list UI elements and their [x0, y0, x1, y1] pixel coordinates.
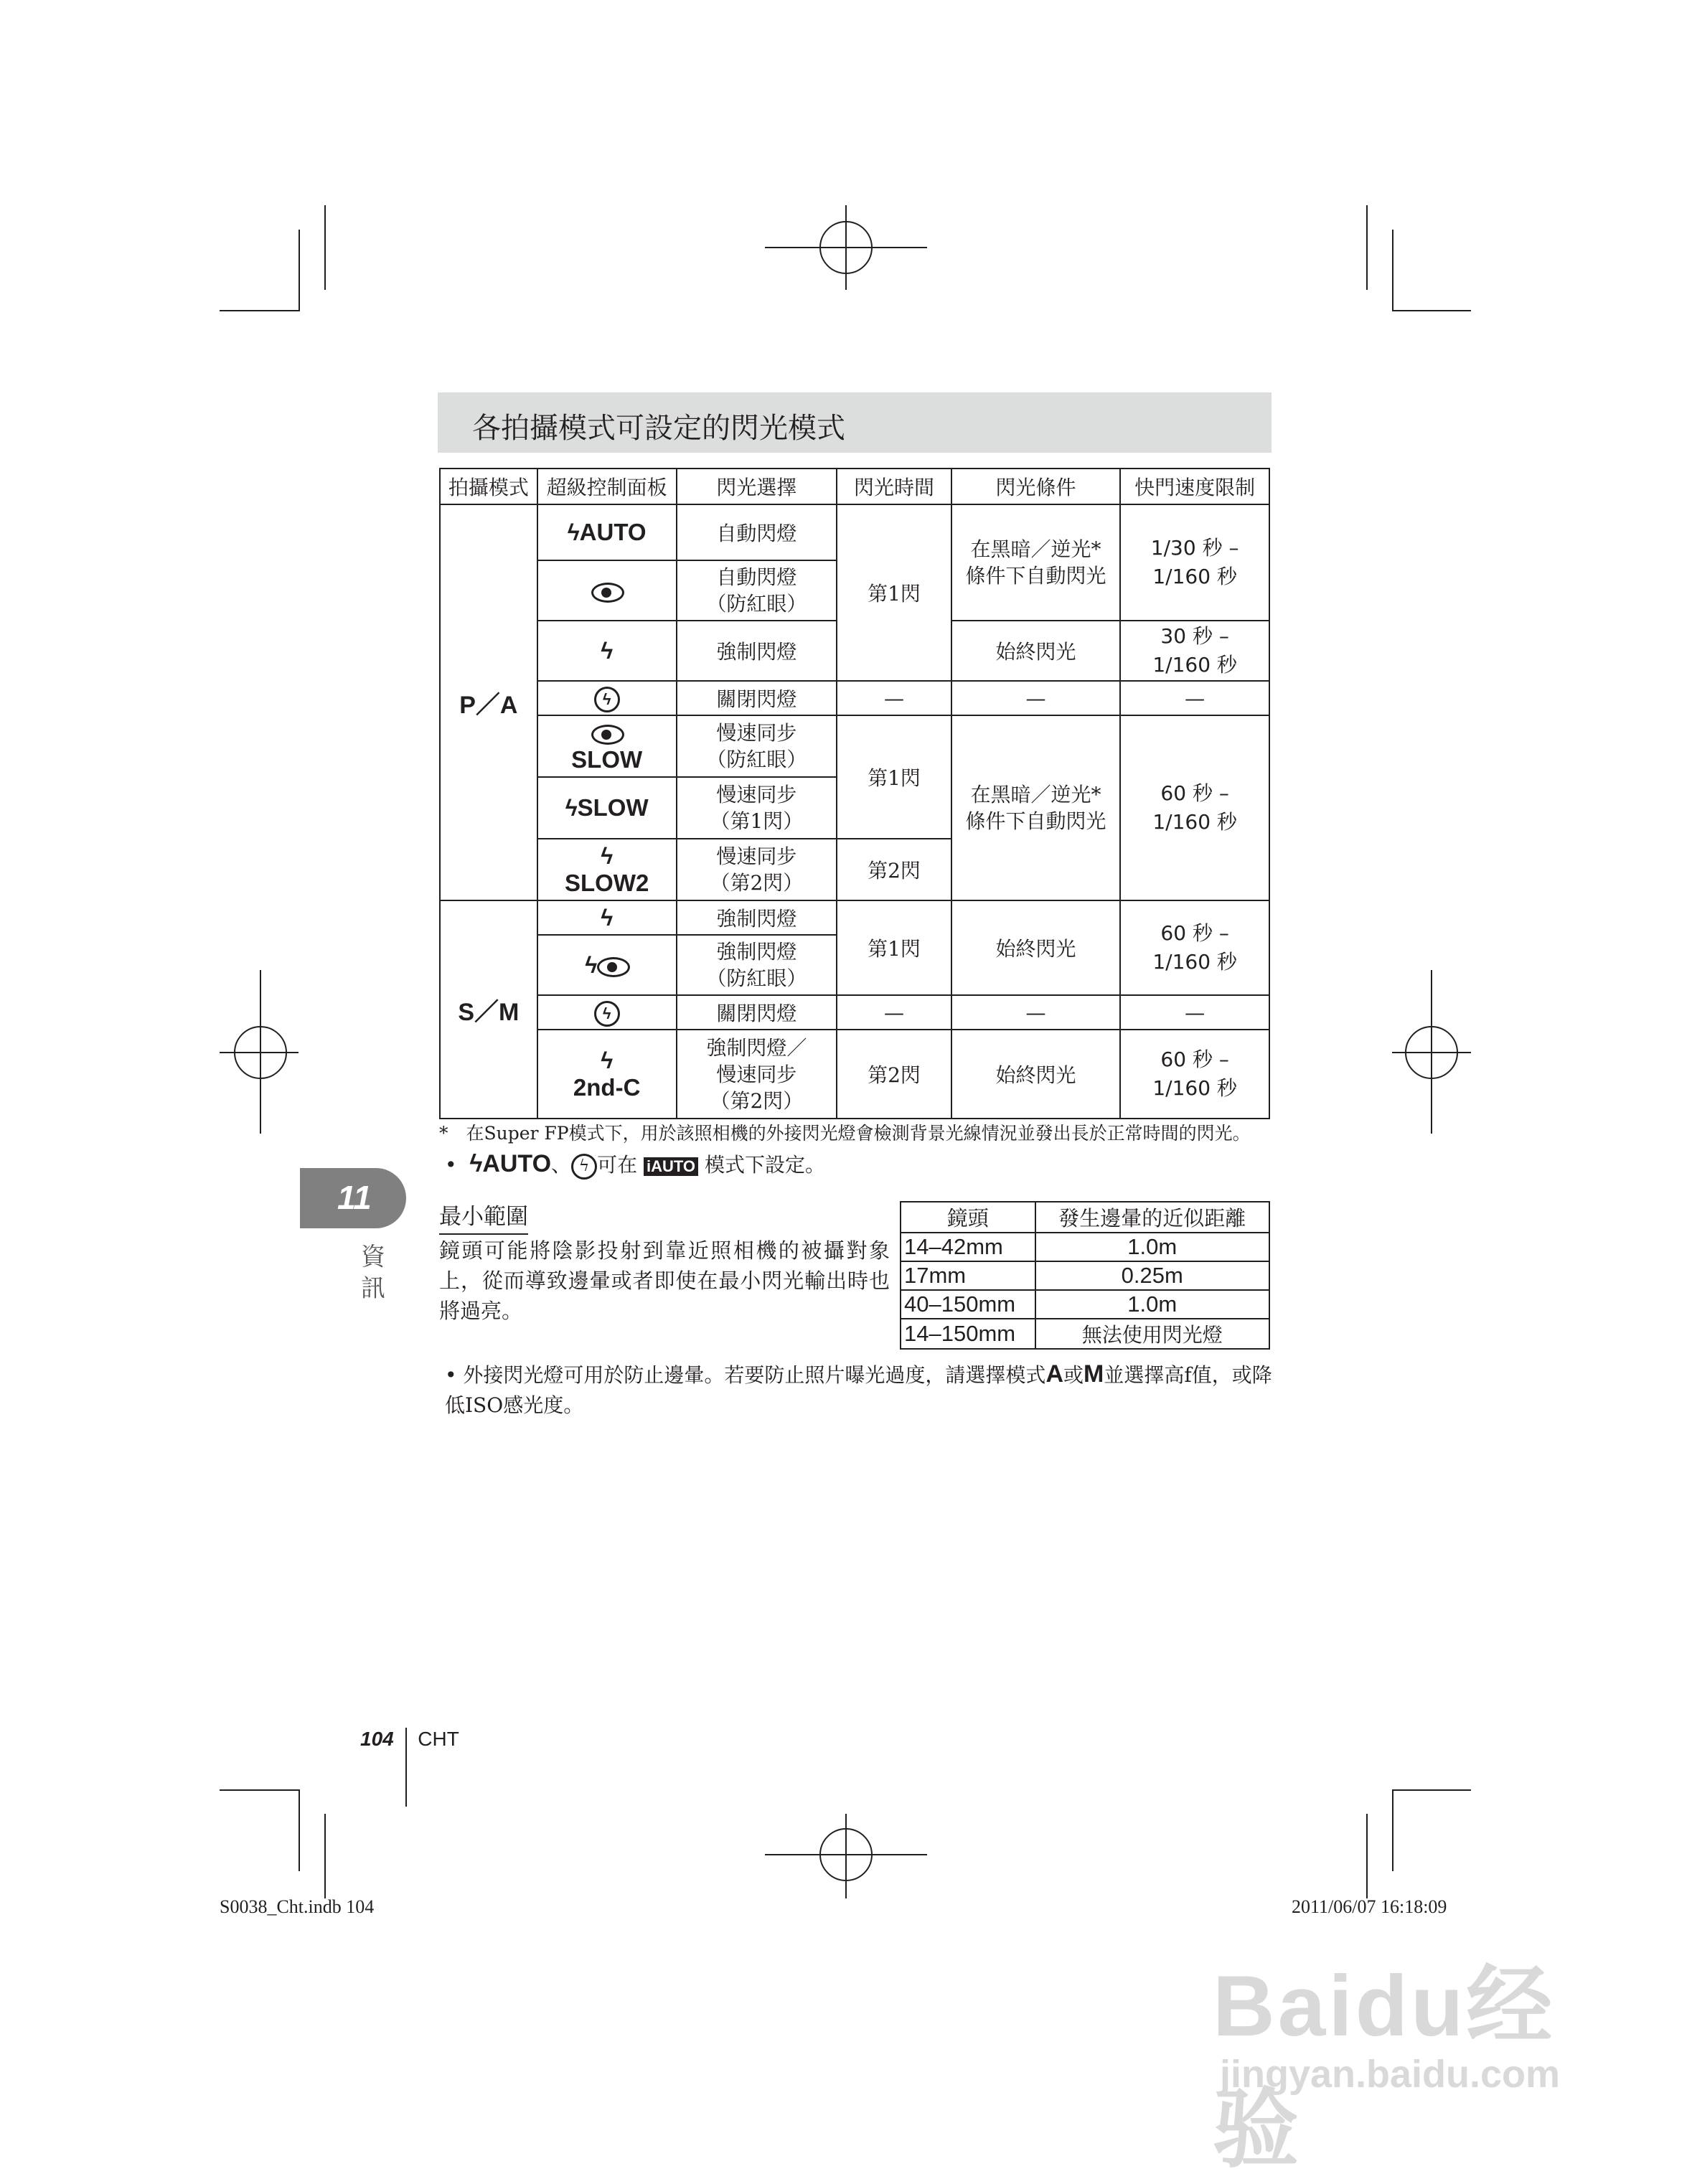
table-header-row: [440, 469, 1269, 504]
watermark-brand: Baidu经验: [1213, 1958, 1556, 2178]
chapter-tab: [300, 1168, 406, 1228]
panel-cell: [537, 935, 677, 995]
panel-cell: [537, 900, 677, 935]
vignetting-table: [900, 1201, 1270, 1350]
column-header: 拍攝模式: [440, 469, 537, 504]
condition-cell: —: [951, 995, 1120, 1030]
flash-icon: ϟ: [585, 952, 598, 978]
crop-mark: [220, 1789, 299, 1791]
chapter-number: 11: [337, 1179, 372, 1216]
panel-cell: SLOW: [537, 715, 677, 777]
panel-cell: ϟ 2nd-C: [537, 1030, 677, 1119]
crop-mark: [220, 310, 299, 311]
panel-cell: [537, 560, 677, 621]
crop-mark: [324, 205, 326, 290]
lens-cell: 14–150mm: [901, 1319, 1035, 1349]
panel-cell: ϟSLOW: [537, 777, 677, 839]
registration-mark: [819, 221, 873, 274]
condition-cell: 在黑暗／逆光* 條件下自動閃光: [951, 715, 1120, 900]
red-eye-icon: [591, 725, 623, 743]
limit-cell: 1/30 秒 – 1/160 秒: [1120, 504, 1269, 621]
selection-cell: 慢速同步 （第2閃）: [677, 839, 837, 900]
column-header: 閃光條件: [951, 469, 1120, 504]
timing-cell: 第2閃: [837, 839, 951, 900]
panel-cell: ϟAUTO: [537, 504, 677, 560]
crop-mark: [1392, 230, 1393, 311]
crop-mark: [1366, 205, 1368, 290]
table-row: [901, 1261, 1269, 1290]
panel-cell: ϟ SLOW2: [537, 839, 677, 900]
panel-cell: [537, 995, 677, 1030]
file-info: S0038_Cht.indb 104: [220, 1896, 375, 1917]
selection-cell: 自動閃燈: [677, 504, 837, 560]
table-row: [440, 715, 1269, 777]
timing-cell: —: [837, 681, 951, 715]
column-header: 超級控制面板: [537, 469, 677, 504]
selection-cell: 慢速同步 （第1閃）: [677, 777, 837, 839]
distance-cell: 1.0m: [1035, 1233, 1270, 1261]
lens-cell: 40–150mm: [901, 1290, 1035, 1319]
selection-cell: 強制閃燈: [677, 621, 837, 681]
date-info: 2011/06/07 16:18:09: [1292, 1896, 1447, 1917]
panel-cell: [537, 681, 677, 715]
condition-cell: —: [951, 681, 1120, 715]
registration-mark: [819, 1828, 873, 1881]
selection-cell: 關閉閃燈: [677, 995, 837, 1030]
flash-icon: ϟ: [567, 519, 580, 545]
timing-cell: 第1閃: [837, 504, 951, 681]
distance-cell: 1.0m: [1035, 1290, 1270, 1319]
selection-cell: 慢速同步 （防紅眼）: [677, 715, 837, 777]
column-header: 快門速度限制: [1120, 469, 1269, 504]
limit-cell: 60 秒 – 1/160 秒: [1120, 715, 1269, 900]
crop-mark: [324, 1814, 326, 1898]
subsection-title: 最小範圍: [439, 1198, 528, 1235]
table-header-row: [901, 1202, 1269, 1233]
table-row: [440, 995, 1269, 1030]
section-title-bar: [438, 392, 1272, 453]
condition-cell: 始終閃光: [951, 621, 1120, 681]
section-title: 各拍攝模式可設定的閃光模式: [472, 412, 845, 445]
limit-cell: —: [1120, 681, 1269, 715]
timing-cell: 第2閃: [837, 1030, 951, 1119]
column-header: 閃光選擇: [677, 469, 837, 504]
lens-cell: 17mm: [901, 1261, 1035, 1290]
flash-icon: ϟ: [601, 905, 614, 931]
table-row: [901, 1233, 1269, 1261]
selection-cell: 強制閃燈 （防紅眼）: [677, 935, 837, 995]
selection-cell: 強制閃燈: [677, 900, 837, 935]
crop-mark: [299, 230, 300, 311]
flash-mode-table: [439, 468, 1270, 1119]
lens-cell: 14–42mm: [901, 1233, 1035, 1261]
timing-cell: —: [837, 995, 951, 1030]
crop-mark: [1392, 1789, 1393, 1871]
flash-off-icon: ϟ: [594, 687, 620, 712]
table-row: [440, 1030, 1269, 1119]
bullet-note: • 外接閃光燈可用於防止邊暈。若要防止照片曝光過度，請選擇模式A或M並選擇高f值，或降低ISO感光度。: [445, 1360, 1272, 1417]
condition-cell: 始終閃光: [951, 900, 1120, 995]
chapter-label: 資訊: [361, 1243, 385, 1303]
flash-off-icon: ϟ: [571, 1154, 597, 1180]
panel-cell: [537, 621, 677, 681]
selection-cell: 強制閃燈／ 慢速同步 （第2閃）: [677, 1030, 837, 1119]
column-header: 發生邊暈的近似距離: [1035, 1202, 1270, 1233]
flash-off-icon: ϟ: [594, 1001, 620, 1027]
iauto-badge: iAUTO: [644, 1157, 698, 1176]
subsection-body: 鏡頭可能將陰影投射到靠近照相機的被攝對象上，從而導致邊暈或者即使在最小閃光輸出時也將過亮。: [439, 1238, 890, 1323]
mode-cell: P／A: [440, 504, 537, 900]
crop-mark: [1366, 1814, 1368, 1898]
crop-mark: [1392, 310, 1471, 311]
registration-mark: [234, 1026, 287, 1079]
limit-cell: 30 秒 – 1/160 秒: [1120, 621, 1269, 681]
crop-mark: [299, 1789, 300, 1871]
table-row: [440, 900, 1269, 935]
flash-icon: ϟ: [601, 843, 614, 869]
bullet-note: • ϟAUTO、 ϟ 可在 iAUTO 模式下設定。: [445, 1149, 825, 1180]
page-divider: [405, 1728, 407, 1807]
registration-mark: [1405, 1026, 1458, 1079]
limit-cell: —: [1120, 995, 1269, 1030]
crop-mark: [1392, 1789, 1471, 1791]
timing-cell: 第1閃: [837, 900, 951, 995]
column-header: 閃光時間: [837, 469, 951, 504]
footnote: * 在Super FP模式下，用於該照相機的外接閃光燈會檢測背景光線情況並發出長於正常時間的閃光。: [439, 1123, 1251, 1144]
timing-cell: 第1閃: [837, 715, 951, 839]
condition-cell: 在黑暗／逆光* 條件下自動閃光: [951, 504, 1120, 621]
flash-icon: ϟ: [601, 1048, 614, 1073]
mode-cell: S／M: [440, 900, 537, 1119]
distance-cell: 無法使用閃光燈: [1035, 1319, 1270, 1349]
watermark-url: jingyan.baidu.com: [1220, 2053, 1561, 2096]
table-row: [901, 1319, 1269, 1349]
column-header: 鏡頭: [901, 1202, 1035, 1233]
limit-cell: 60 秒 – 1/160 秒: [1120, 900, 1269, 995]
table-row: [440, 681, 1269, 715]
table-row: [440, 504, 1269, 560]
watermark: [1213, 1937, 1615, 2178]
flash-icon: ϟ: [565, 795, 578, 821]
limit-cell: 60 秒 – 1/160 秒: [1120, 1030, 1269, 1119]
flash-icon: ϟ: [601, 638, 614, 664]
flash-icon: ϟ: [469, 1150, 483, 1177]
selection-cell: 關閉閃燈: [677, 681, 837, 715]
table-row: [901, 1290, 1269, 1319]
red-eye-icon: [591, 583, 623, 601]
condition-cell: 始終閃光: [951, 1030, 1120, 1119]
distance-cell: 0.25m: [1035, 1261, 1270, 1290]
page-number: 104 CHT: [360, 1728, 459, 1807]
selection-cell: 自動閃燈 （防紅眼）: [677, 560, 837, 621]
red-eye-icon: [597, 957, 629, 976]
